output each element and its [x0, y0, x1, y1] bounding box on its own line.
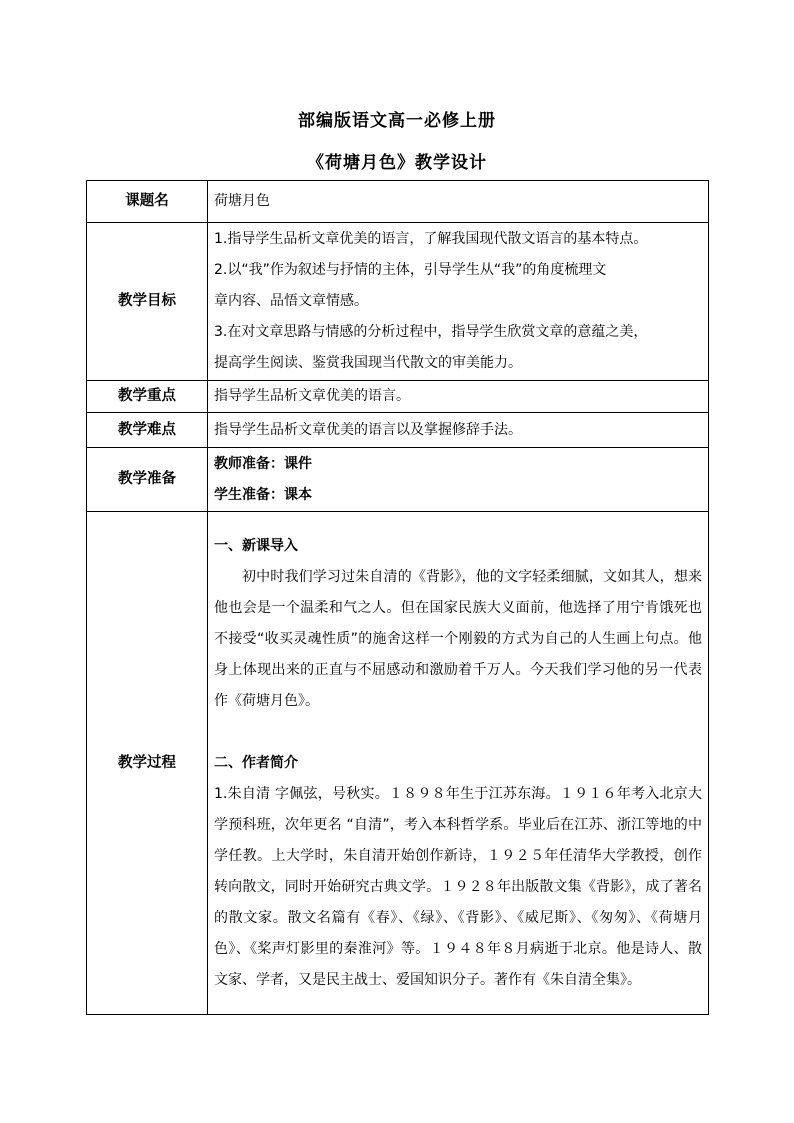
spacer [214, 717, 702, 748]
intro-paragraph: 初中时我们学习过朱自清的《背影》，他的文字轻柔细腻，文如其人，想来他也会是一个温柔和气之人。但在国家民族大义面前，他选择了用宁肯饿死也不接受“收买灵魂性质”的施舍这样一个刚毅的方式为自己的人生画上句点。他身上体现出来的正直与不屈感动和激励着千万人。今天我们学习他的另一代表作《荷塘月色》。 [214, 568, 702, 709]
goal-line: 章内容、品悟文章情感。 [214, 293, 368, 309]
goal-line: 3.在对文章思路与情感的分析过程中，指导学生欣赏文章的意蕴之美， [214, 324, 648, 340]
process-label: 教学过程 [87, 512, 208, 1015]
table-row-preparation [87, 448, 709, 512]
goal-line: 2.以“我”作为叙述与抒情的主体，引导学生从“我”的角度梳理文 [214, 262, 607, 278]
table-row-key-points [87, 381, 709, 413]
topic-value: 荷塘月色 [208, 181, 709, 223]
key-points-label: 教学重点 [87, 381, 208, 413]
document-title: 部编版语文高一必修上册 [298, 111, 496, 131]
goals-label: 教学目标 [87, 223, 208, 381]
goals-content [208, 223, 709, 381]
section-heading-author: 二、作者简介 [214, 754, 298, 771]
difficulties-label: 教学难点 [87, 413, 208, 448]
topic-label: 课题名 [87, 181, 208, 223]
difficulties-value: 指导学生品析文章优美的语言以及掌握修辞手法。 [208, 413, 709, 448]
goal-line: 1.指导学生品析文章优美的语言，了解我国现代散文语言的基本特点。 [214, 231, 648, 247]
document-subtitle: 《荷塘月色》教学设计 [307, 153, 487, 173]
preparation-label: 教学准备 [87, 448, 208, 512]
author-paragraph: 1.朱自清 字佩弦，号秋实。１８９８年生于江苏东海。１９１６年考入北京大学预科班，次年更名 “自清”，考入本科哲学系。毕业后在江苏、浙江等地的中学任教。上大学时，朱自清开始创作新诗，１９２５年任清华大学教授，创作转向散文，同时开始研究古典文学。１９２８年出版散文集《背影》，成了著名的散文家。散文名篇有《春》、《绿》、《背影》、《威尼斯》、《匆匆》、《荷塘月色》、《桨声灯影里的秦淮河》等。１９４８年８月病逝于北京。他是诗人、散文家、学者，又是民主战士、爱国知识分子。著作有《朱自清全集》。 [214, 785, 702, 988]
table-row-process [87, 512, 709, 1015]
table-row-difficulties [87, 413, 709, 448]
key-points-value: 指导学生品析文章优美的语言。 [208, 381, 709, 413]
preparation-content [208, 448, 709, 512]
teacher-preparation: 教师准备：课件 [214, 455, 312, 472]
table-row-goals [87, 223, 709, 381]
section-heading-intro: 一、新课导入 [214, 537, 298, 554]
goal-line: 提高学生阅读、鉴赏我国现当代散文的审美能力。 [214, 355, 522, 371]
table-row-topic [87, 181, 709, 223]
process-content [208, 512, 709, 1015]
student-preparation: 学生准备：课本 [214, 486, 312, 503]
lesson-plan-table [86, 180, 709, 1015]
